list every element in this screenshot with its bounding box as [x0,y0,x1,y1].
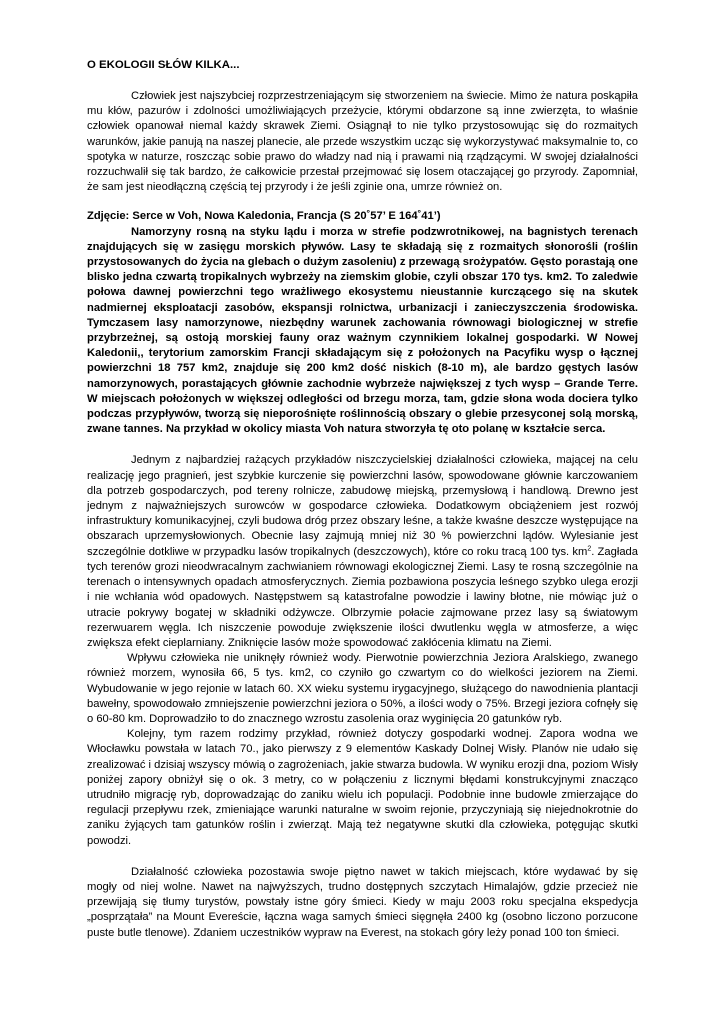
document-title: O EKOLOGII SŁÓW KILKA... [87,59,240,71]
photo-caption-paragraph: Namorzyny rosną na styku lądu i morza w strefie podzwrotnikowej, na bagnistych terenach znajdujących się w zasięgu morskich pływów. Lasy te składają się z rozmaitych słonorośli (roślin przystosowanych do życia na glebach o dużym zasoleniu) z przewagą srożypatów. Gęsto porastają one blisko jedna czwartą tropikalnych wybrzeży na ziemskim globie, czyli obszar 170 tys. km2. To zaledwie połowa dawnej powierzchni tego wrażliwego ekosystemu nieustannie kurczącego się na skutek nadmiernej eksploatacji zasobów, ekspansji rolnictwa, urbanizacji i zanieczyszczenia środowiska. Tymczasem lasy namorzynowe, niezbędny warunek zachowania równowagi biologicznej w strefie przybrzeżnej, są ostoją morskiej fauny oraz ważnym czynnikiem lokalnej gospodarki. W Nowej Kaledonii,, terytorium zamorskim Francji składającym się z położonych na Pacyfiku wysp o łącznej powierzchni 18 757 km2, znajduje się 200 km2 dość niskich (8-10 m), ale bardzo gęstych lasów namorzynowych, porastających głównie zachodnie wybrzeże największej z tych wysp – Grande Terre. W miejscach położonych w większej odległości od brzegu morza, tam, gdzie słona woda dociera tylko podczas przypływów, tworzą się nieporośnięte roślinnością obszary o glebie przesyconej solą morską, zwane tannes. Na przykład w okolicy miasta Voh natura stworzyła tę oto polanę w kształcie serca. [87,225,638,436]
wloclawek-dam-paragraph: Kolejny, tym razem rodzimy przykład, również dotyczy gospodarki wodnej. Zapora wodna we Włocławku powstała w latach 70., jako pierwszy z 9 elementów Kaskady Dolnej Wisły. Planów nie udało się zrealizować i dzisiaj wszyscy mówią o zagrożeniach, jakie stwarza budowla. W wyniku erozji dna, poziom Wisły poniżej zapory obniżył się o ok. 3 metry, co w połączeniu z licznymi błędami konstrukcyjnymi znacząco utrudniło migrację ryb, doprowadzając do zaniku wielu ich populacji. Podobnie inne budowle zmierzające do regulacji przepływu rzek, zmieniające warunki naturalne w swoim rejonie, przyczyniają się niejednokrotnie do zaniku żyjących tam gatunków roślin i zwierząt. Mają też negatywne skutki dla człowieka, potęgując skutki powodzi. [87,728,638,847]
everest-paragraph: Działalność człowieka pozostawia swoje piętno nawet w takich miejscach, które wydawać by się mogły od niej wolne. Nawet na najwyższych, trudno dostępnych szczytach Himalajów, gdzie przecież nie przewijają się tłumy turystów, powstały istne góry śmieci. Kiedy w maju 2003 roku specjalna ekspedycja „posprzątała” na Mount Evereście, łączna waga samych śmieci sięgnęła 2400 kg (osobno liczono porzucone puste butle tlenowe). Zdaniem uczestników wypraw na Everest, na stokach góry leży ponad 100 ton śmieci. [87,865,638,939]
intro-paragraph: Człowiek jest najszybciej rozprzestrzeniającym się stworzeniem na świecie. Mimo że natura poskąpiła mu kłów, pazurów i zdolności umożliwiających przeżycie, którymi obdarzone są inne zwierzęta, to właśnie człowiek opanował niemal każdy skrawek Ziemi. Osiągnął to nie tylko przystosowując się do rozmaitych warunków, jakie panują na naszej planecie, ale przede wszystkim ucząc się wykorzystywać maksymalnie to, co spotyka w naturze, roszcząc sobie prawo do władzy nad nią i prawami nią rządzącymi. W swojej działalności rozzuchwalił się tak bardzo, że całkowicie przestał przejmować się losem otaczającej go przyrody. Zapomniał, że sam jest nieodłączną częścią tej przyrody i że jeśli zginie ona, umrze również on. [87,90,638,194]
forests-paragraph [87,453,638,651]
forests-text-after: . Zagłada tych terenów grozi nieodwracalnym zachwianiem równowagi ekologicznej Ziemi. Lasy te rosną szczególnie na terenach o intensywnych opadach atmosferycznych. Ziemia pozbawiona poszycia leśnego szybko ulega erozji i nie wchłania wód opadowych. Następstwem są katastrofalne powodzie i lawiny błotne, nie mówiąc już o utracie pokrywy bogatej w składniki odżywcze. Olbrzymie połacie zajmowane przez lasy są światowym rezerwuarem węgla. Ich niszczenie powoduje zwiększenie ilości dwutlenku węgla w atmosferze, a więc zwiększa efekt cieplarniany. Zniknięcie lasów może spowodować zakłócenia klimatu na Ziemi. [87,545,638,649]
superscript-2: 2 [587,544,592,552]
aral-sea-paragraph: Wpływu człowieka nie uniknęły również wody. Pierwotnie powierzchnia Jeziora Aralskiego, zwanego również morzem, wynosiła 66, 5 tys. km2, co czyniło go czwartym co do wielkości jeziorem na Ziemi. Wybudowanie w jego rejonie w latach 60. XX wieku systemu irygacyjnego, służącego do nawodnienia plantacji bawełny, spowodowało zmniejszenie powierzchni jeziora o 50%, a ilości wody o 75%. Brzegi jeziora cofnęły się o 60-80 km. Doprowadziło to do znacznego wzrostu zasolenia oraz wyginięcia 20 gatunków ryb. [87,652,638,725]
forests-text-before: Jednym z najbardziej rażących przykładów niszczycielskiej działalności człowieka, mającej na celu realizację jego pragnień, jest szybkie kurczenie się powierzchni lasów, spowodowane głównie karczowaniem dla potrzeb gospodarczych, pod tereny rolnicze, zabudowę miejską, przemysłową i handlową. Drewno jest jednym z najważniejszych surowców w gospodarce człowieka. Dodatkowym obciążeniem jest rozwój infrastruktury komunikacyjnej, czyli budowa dróg przez obszary leśne, a także kwaśne deszcze występujące na obszarach uprzemysłowionych. Obecnie lasy zajmują mniej niż 30 % powierzchni lądów. Wylesianie jest szczególnie dotkliwe w przypadku lasów tropikalnych (deszczowych), które co roku tracą 100 tys. km [87,454,638,558]
photo-caption-heading: Zdjęcie: Serce w Voh, Nowa Kaledonia, Francja (S 20˚57’ E 164˚41’) [87,210,441,223]
